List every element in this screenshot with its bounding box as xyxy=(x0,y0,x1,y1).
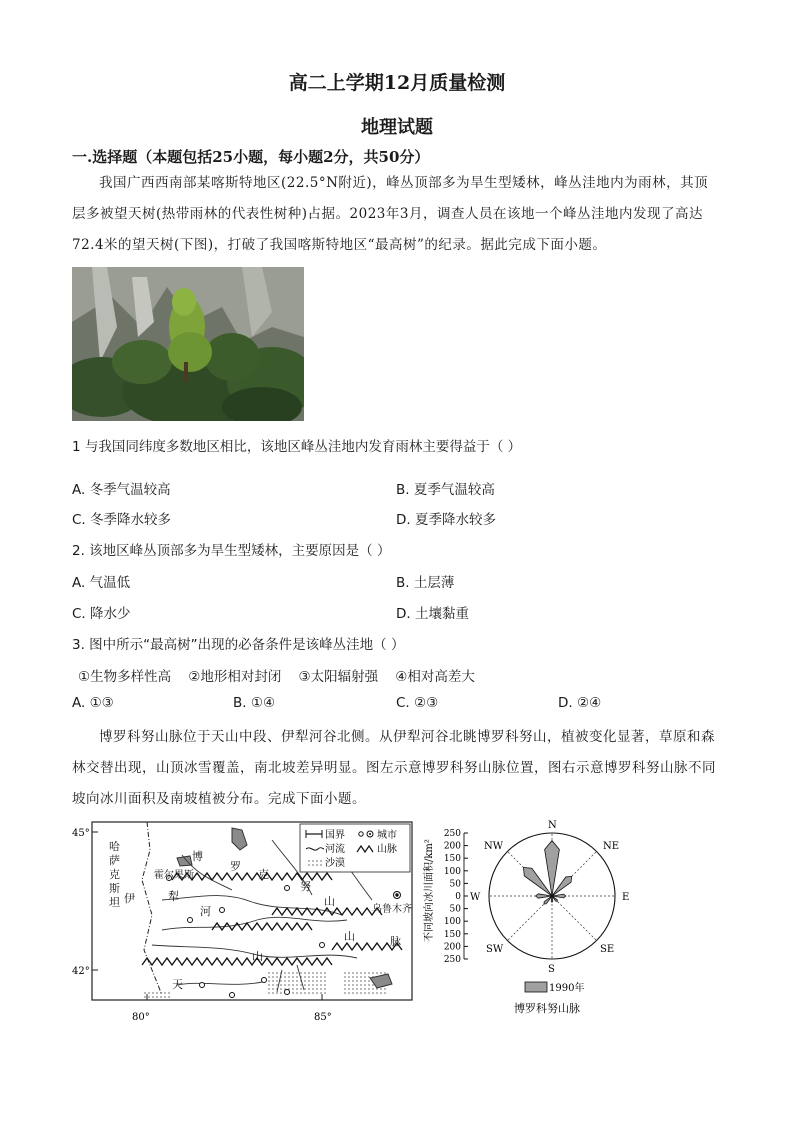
question-1-option-b[interactable]: B. 夏季气温较高 xyxy=(396,482,495,498)
mountain-ranges xyxy=(142,873,402,965)
label-luo: 罗 xyxy=(230,860,241,873)
passage-borohoro: 博罗科努山脉位于天山中段、伊犁河谷北侧。从伊犁河谷北眺博罗科努山，植被变化显著，草原和森林交替出现，山顶冰雪覆盖，南北坡差异明显。图左示意博罗科努山脉位置，图右示意博罗科努山脉不同坡向冰川面积及南坡植被分布。完成下面小题。 xyxy=(72,729,716,807)
passage-karst: 我国广西西南部某喀斯特地区(22.5°N附近)，峰丛顶部多为旱生型矮林，峰丛洼地内为雨林，其顶层多被望天树(热带雨林的代表性树种)占据。2023年3月，调查人员在该地一个峰丛洼地内发现了高达72.4米的望天树(下图)，打破了我国喀斯特地区“最高树”的纪录。据此完成下面小题。 xyxy=(72,175,709,253)
lon-80-label: 80° xyxy=(132,1012,150,1023)
rose-legend-swatch xyxy=(525,982,547,992)
label-kazakhstan-3: 克 xyxy=(109,868,120,881)
national-border xyxy=(142,822,162,995)
rose-axis-tick-label: 50 xyxy=(449,904,461,915)
legend-mountain: 山脉 xyxy=(377,844,397,855)
lake-sayram xyxy=(232,828,247,850)
label-ke: 克 xyxy=(258,868,269,881)
question-3-option-c[interactable]: C. ②③ xyxy=(396,695,439,711)
dir-SE: SE xyxy=(600,944,615,955)
question-2-option-d[interactable]: D. 土壤黏重 xyxy=(396,606,469,622)
rose-axis-tick-label: 100 xyxy=(443,917,461,928)
map-legend xyxy=(300,824,410,872)
exam-subtitle: 地理试题 xyxy=(361,117,433,138)
dir-S: S xyxy=(548,964,555,975)
rose-axis-tick-label: 200 xyxy=(443,942,461,953)
rose-axis-tick-label: 100 xyxy=(443,866,461,877)
label-shan2: 山 xyxy=(344,930,355,943)
dir-W: W xyxy=(470,892,481,903)
label-shan3: 山 xyxy=(252,950,263,963)
rose-axis-tick-label: 150 xyxy=(443,854,461,865)
label-kazakhstan-1: 哈 xyxy=(109,840,120,853)
rose-axis-tick-label: 50 xyxy=(449,879,461,890)
question-3-option-b[interactable]: B. ①④ xyxy=(233,695,276,711)
lon-85-label: 85° xyxy=(314,1012,332,1023)
forest-photo xyxy=(72,267,304,421)
label-li: 犁 xyxy=(168,890,179,903)
dir-E: E xyxy=(622,892,630,903)
lat-45-label: 45° xyxy=(72,828,90,839)
legend-border: 国界 xyxy=(325,830,345,841)
question-2-option-b[interactable]: B. 土层薄 xyxy=(396,575,455,591)
exam-title: 高二上学期12月质量检测 xyxy=(288,72,506,94)
label-yi: 伊 xyxy=(124,892,135,905)
dir-N: N xyxy=(548,820,557,831)
rose-axis-tick-label: 0 xyxy=(455,892,461,902)
location-map xyxy=(72,820,417,1029)
rose-y-axis-label: 不同坡向冰川面积/km² xyxy=(424,839,435,942)
rose-y-axis xyxy=(444,829,468,965)
dir-SW: SW xyxy=(486,944,504,955)
rose-axis-tick-label: 200 xyxy=(443,841,461,852)
question-3-stem: 3. 图中所示“最高树”出现的必备条件是该峰丛洼地（ ） xyxy=(72,637,405,653)
label-bo: 博 xyxy=(192,850,203,863)
rose-axis-tick-label: 150 xyxy=(443,929,461,940)
question-1-option-d[interactable]: D. 夏季降水较多 xyxy=(396,512,496,528)
rose-caption: 博罗科努山脉 xyxy=(514,1002,580,1015)
question-1-stem: 1 与我国同纬度多数地区相比，该地区峰丛洼地内发育雨林主要得益于（ ） xyxy=(72,439,522,455)
legend-city: 城市 xyxy=(377,830,397,841)
rose-axis-tick-label: 250 xyxy=(443,955,461,965)
label-tian: 天 xyxy=(172,978,183,991)
label-kazakhstan-4: 斯 xyxy=(109,882,120,895)
rose-bar-NW xyxy=(523,867,552,896)
legend-desert: 沙漠 xyxy=(325,858,345,869)
question-3-option-a[interactable]: A. ①③ xyxy=(72,695,114,711)
rose-legend-label: 1990年 xyxy=(549,983,585,994)
label-huoerguosi: 霍尔果斯 xyxy=(154,870,194,881)
label-kazakhstan-2: 萨 xyxy=(109,854,120,867)
label-he: 河 xyxy=(200,905,211,918)
forest-photo-drawing xyxy=(72,267,304,421)
glacier-rose-chart xyxy=(420,812,635,1031)
dir-NW: NW xyxy=(484,841,504,852)
question-2-stem: 2. 该地区峰丛顶部多为旱生型矮林，主要原因是（ ） xyxy=(72,543,391,559)
question-3-conditions: ①生物多样性高 ②地形相对封闭 ③太阳辐射强 ④相对高差大 xyxy=(78,669,475,685)
rose-bars xyxy=(523,841,571,904)
question-3-option-d[interactable]: D. ②④ xyxy=(558,695,602,711)
label-urumqi: 乌鲁木齐 xyxy=(372,904,412,915)
legend-river: 河流 xyxy=(325,844,345,855)
rose-spoke-SE xyxy=(552,896,597,941)
dir-NE: NE xyxy=(603,841,620,852)
question-2-option-a[interactable]: A. 气温低 xyxy=(72,575,131,591)
label-kazakhstan-5: 坦 xyxy=(109,896,120,909)
question-1-option-c[interactable]: C. 冬季降水较多 xyxy=(72,512,172,528)
lat-42-label: 42° xyxy=(72,966,90,977)
rose-axis-tick-label: 250 xyxy=(443,829,461,839)
rose-bar-N xyxy=(545,841,560,896)
question-2-option-c[interactable]: C. 降水少 xyxy=(72,606,131,622)
label-nu: 努 xyxy=(300,880,311,893)
label-mai: 脉 xyxy=(390,935,401,948)
section-heading: 一.选择题（本题包括25小题，每小题2分，共50分） xyxy=(72,148,430,166)
label-shan: 山 xyxy=(324,895,335,908)
question-1-option-a[interactable]: A. 冬季气温较高 xyxy=(72,482,171,498)
